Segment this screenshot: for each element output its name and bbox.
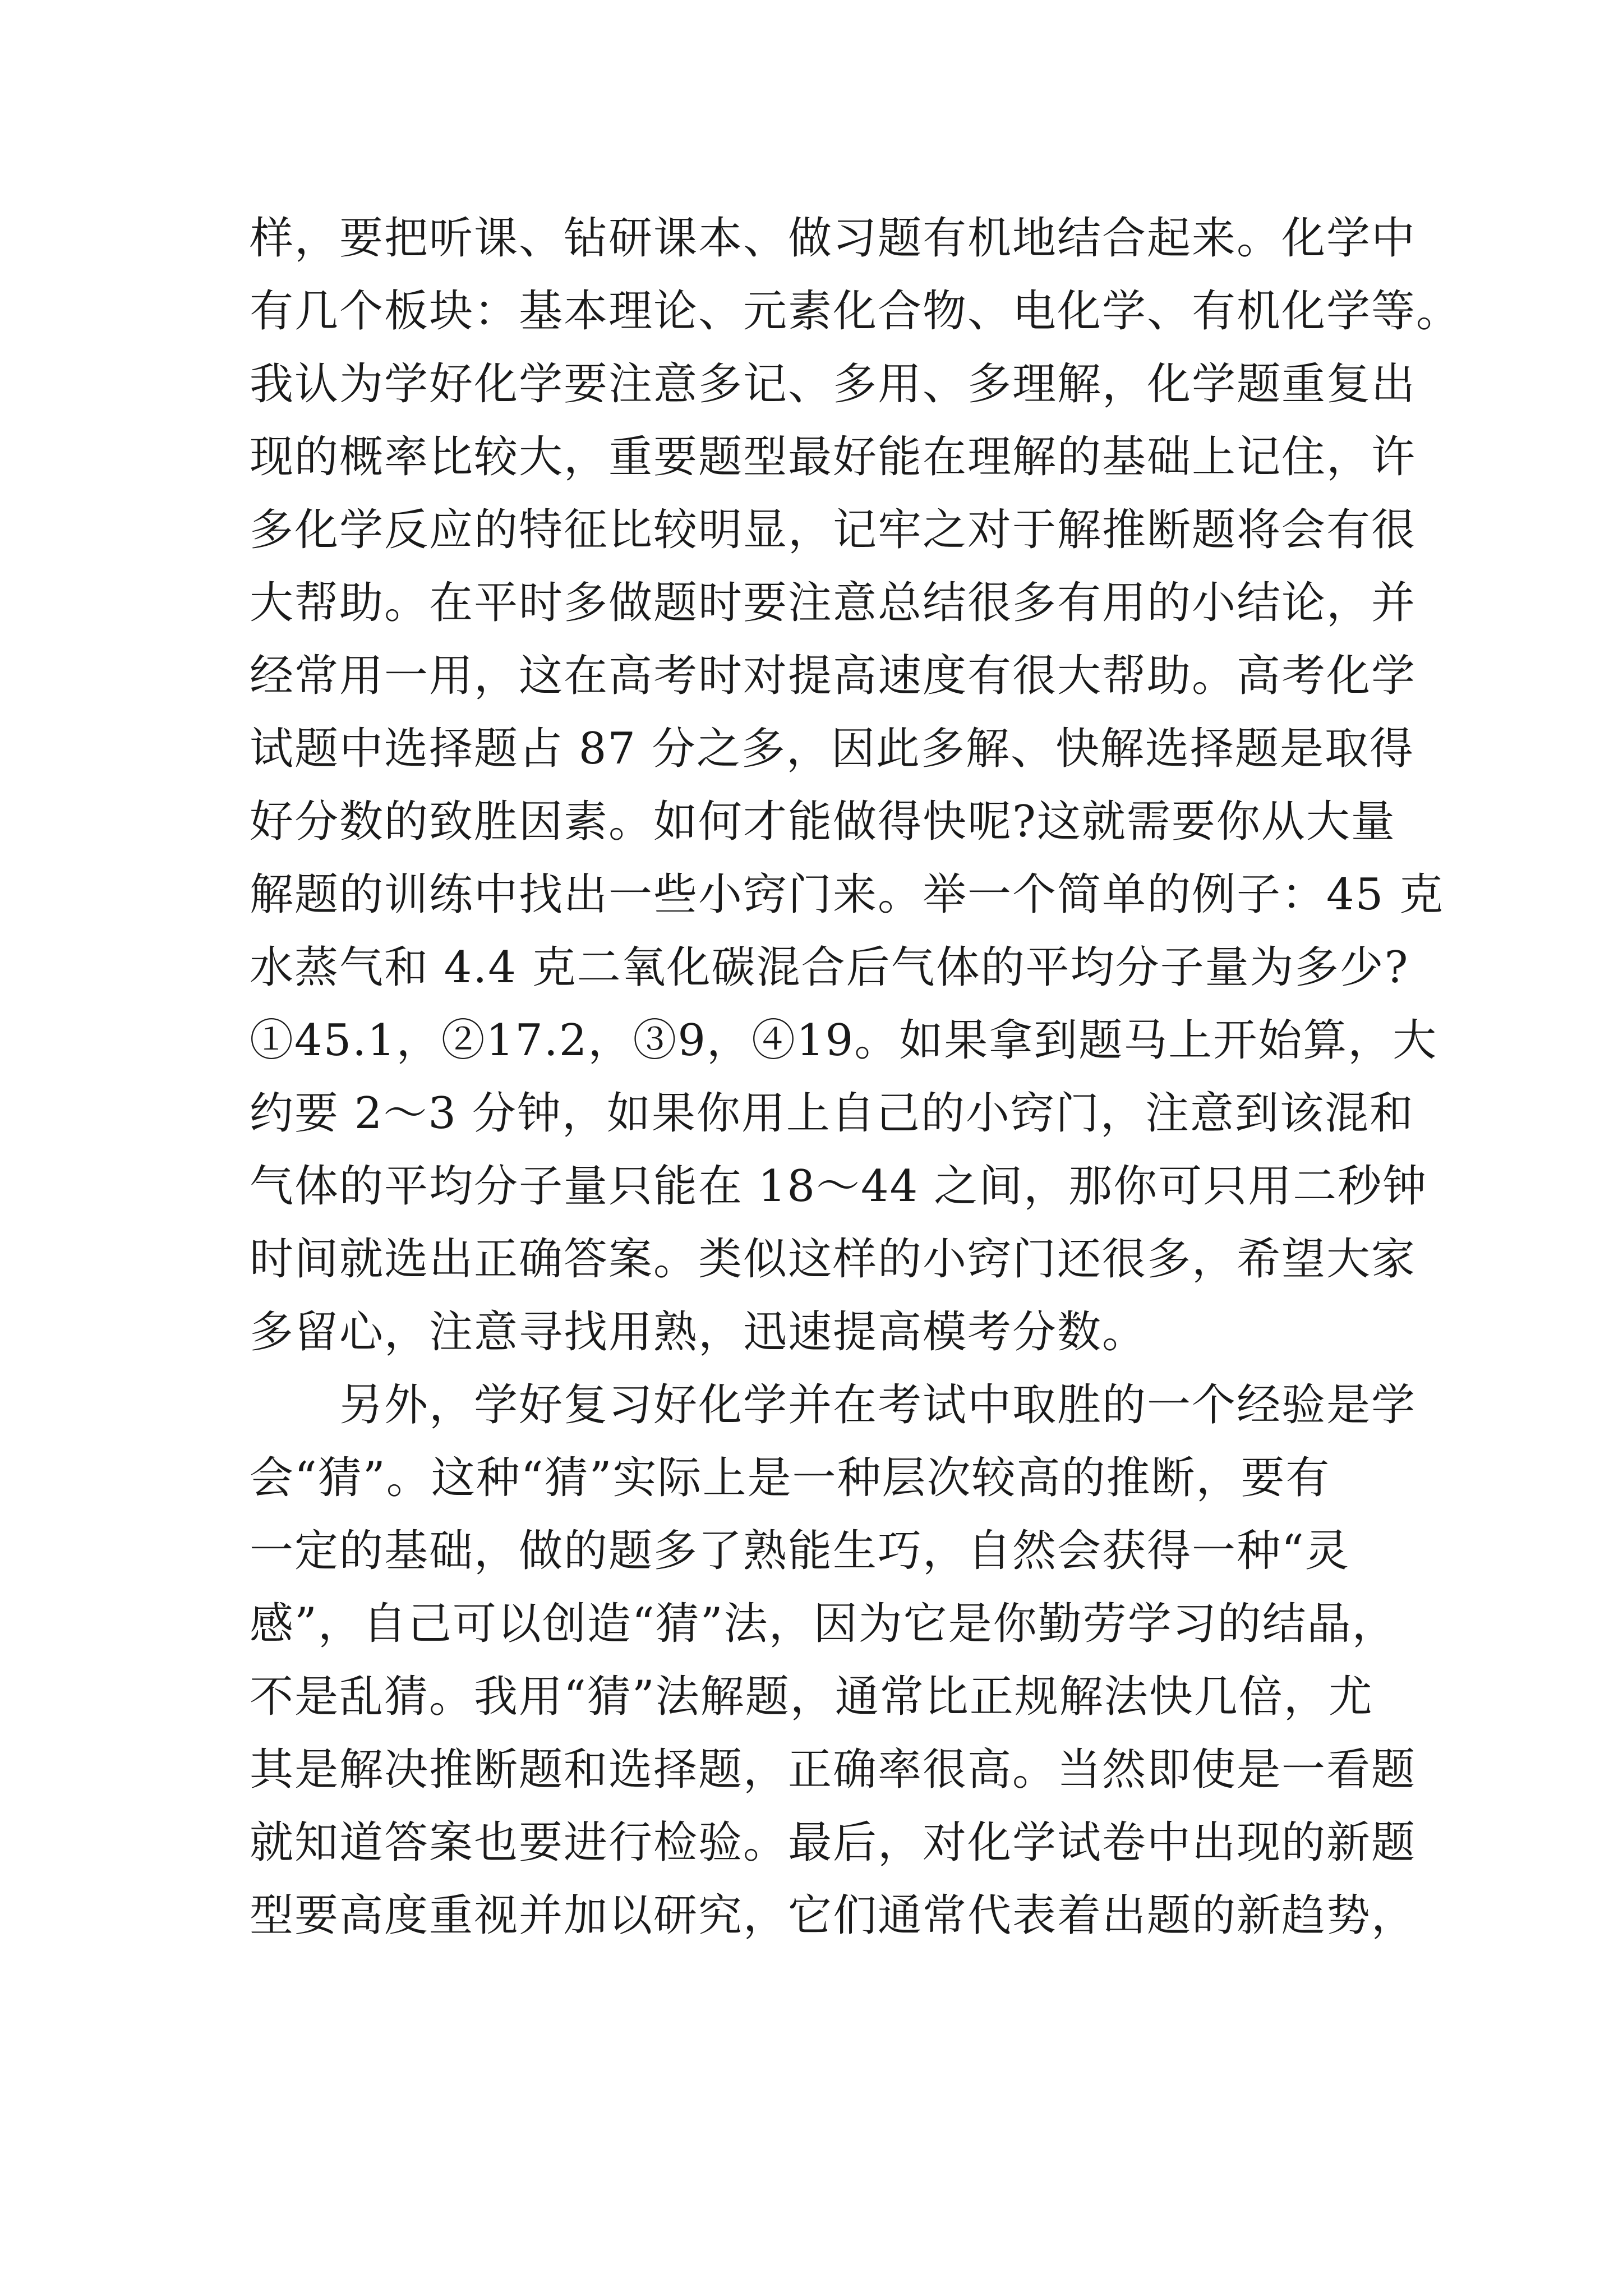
text-line: 水蒸气和 4.4 克二氧化碳混合后气体的平均分子量为多少? (250, 942, 1409, 993)
text-line: 现的概率比较大，重要题型最好能在理解的基础上记住，许 (250, 432, 1417, 482)
text-line: 其是解决推断题和选择题，正确率很高。当然即使是一看题 (250, 1745, 1417, 1795)
text-line: 型要高度重视并加以研究，它们通常代表着出题的新趋势， (250, 1890, 1417, 1941)
text-line: 感”，自己可以创造“猜”法，因为它是你勤劳学习的结晶， (250, 1599, 1397, 1649)
text-line: 多化学反应的特征比较明显，记牢之对于解推断题将会有很 (250, 505, 1417, 555)
text-line: 好分数的致胜因素。如何才能做得快呢?这就需要你从大量 (250, 797, 1396, 847)
text-line: 一定的基础，做的题多了熟能生巧，自然会获得一种“灵 (250, 1526, 1350, 1576)
text-line: 不是乱猜。我用“猜”法解题，通常比正规解法快几倍，尤 (250, 1672, 1373, 1722)
body-text (250, 202, 1461, 1952)
text-line: 约要 2～3 分钟，如果你用上自己的小窍门，注意到该混和 (250, 1088, 1414, 1139)
paragraph-start-line: 另外，学好复习好化学并在考试中取胜的一个经验是学 (339, 1380, 1417, 1430)
text-line: 大帮助。在平时多做题时要注意总结很多有用的小结论，并 (250, 578, 1417, 628)
text-line: 有几个板块：基本理论、元素化合物、电化学、有机化学等。 (250, 286, 1461, 337)
text-line: 试题中选择题占 87 分之多，因此多解、快解选择题是取得 (250, 724, 1414, 774)
text-line: ①45.1，②17.2，③9，④19。如果拿到题马上开始算，大 (250, 1015, 1438, 1066)
text-line: 就知道答案也要进行检验。最后，对化学试卷中出现的新题 (250, 1818, 1417, 1868)
text-line: 我认为学好化学要注意多记、多用、多理解，化学题重复出 (250, 359, 1417, 409)
text-line: 样，要把听课、钻研课本、做习题有机地结合起来。化学中 (250, 213, 1417, 264)
text-line: 经常用一用，这在高考时对提高速度有很大帮助。高考化学 (250, 651, 1417, 701)
text-line: 气体的平均分子量只能在 18～44 之间，那你可只用二秒钟 (250, 1161, 1428, 1212)
text-line: 会“猜”。这种“猜”实际上是一种层次较高的推断，要有 (250, 1453, 1331, 1503)
text-line: 时间就选出正确答案。类似这样的小窍门还很多，希望大家 (250, 1234, 1417, 1285)
text-line: 解题的训练中找出一些小窍门来。举一个简单的例子：45 克 (250, 869, 1445, 920)
text-line: 多留心，注意寻找用熟，迅速提高模考分数。 (250, 1307, 1147, 1358)
